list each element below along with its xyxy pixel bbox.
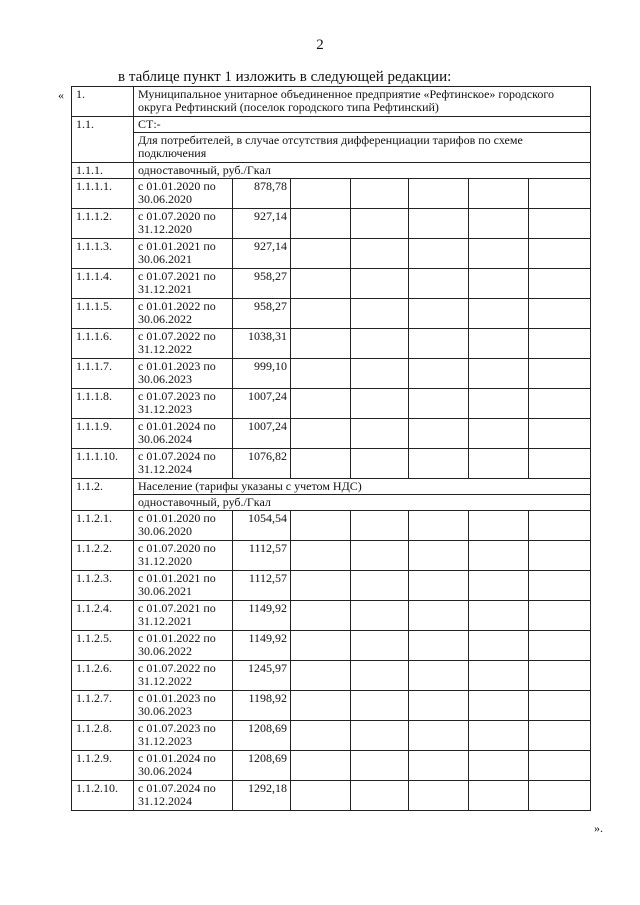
org-name: Муниципальное унитарное объединенное предприятие «Рефтинское» городского округа Рефтинский (поселок городского типа Рефтинский) bbox=[134, 87, 591, 117]
empty-cell bbox=[469, 541, 529, 571]
row-period: с 01.01.2020 по 30.06.2020 bbox=[134, 511, 233, 541]
empty-cell bbox=[409, 449, 469, 479]
empty-cell bbox=[529, 601, 591, 631]
row-value: 1245,97 bbox=[233, 661, 291, 691]
row-code: 1.1.1.4. bbox=[72, 269, 134, 299]
empty-cell bbox=[291, 571, 351, 601]
empty-cell bbox=[469, 721, 529, 751]
empty-cell bbox=[291, 601, 351, 631]
row-code: 1.1.2.7. bbox=[72, 691, 134, 721]
empty-cell bbox=[409, 419, 469, 449]
empty-cell bbox=[351, 239, 409, 269]
empty-cell bbox=[469, 571, 529, 601]
group-1-label: одноставочный, руб./Гкал bbox=[134, 163, 591, 179]
empty-cell bbox=[469, 691, 529, 721]
row-value: 958,27 bbox=[233, 299, 291, 329]
row-value: 1038,31 bbox=[233, 329, 291, 359]
page-number: 2 bbox=[316, 37, 324, 53]
row-code: 1.1.1.9. bbox=[72, 419, 134, 449]
consumers-row bbox=[72, 133, 591, 163]
empty-cell bbox=[291, 179, 351, 209]
empty-cell bbox=[291, 269, 351, 299]
empty-cell bbox=[409, 751, 469, 781]
empty-cell bbox=[529, 269, 591, 299]
row-value: 958,27 bbox=[233, 269, 291, 299]
empty-cell bbox=[529, 751, 591, 781]
row-value: 1198,92 bbox=[233, 691, 291, 721]
empty-cell bbox=[291, 419, 351, 449]
row-code: 1.1.2.1. bbox=[72, 511, 134, 541]
empty-cell bbox=[529, 781, 591, 811]
empty-cell bbox=[291, 781, 351, 811]
table-row bbox=[72, 781, 591, 811]
table-row bbox=[72, 179, 591, 209]
empty-cell bbox=[529, 661, 591, 691]
empty-cell bbox=[469, 661, 529, 691]
section-1-code: 1.1. bbox=[72, 117, 134, 163]
empty-cell bbox=[469, 781, 529, 811]
empty-cell bbox=[469, 209, 529, 239]
empty-cell bbox=[469, 631, 529, 661]
table-row bbox=[72, 239, 591, 269]
empty-cell bbox=[291, 661, 351, 691]
table-row bbox=[72, 541, 591, 571]
row-period: с 01.01.2021 по 30.06.2021 bbox=[134, 571, 233, 601]
table-row bbox=[72, 359, 591, 389]
empty-cell bbox=[409, 781, 469, 811]
table-row bbox=[72, 209, 591, 239]
row-period: с 01.01.2023 по 30.06.2023 bbox=[134, 691, 233, 721]
table-row bbox=[72, 449, 591, 479]
empty-cell bbox=[409, 239, 469, 269]
row-value: 1054,54 bbox=[233, 511, 291, 541]
table-row bbox=[72, 571, 591, 601]
empty-cell bbox=[291, 239, 351, 269]
consumers-label: Для потребителей, в случае отсутствия дифференциации тарифов по схеме подключения bbox=[134, 133, 591, 163]
row-code: 1.1.2.8. bbox=[72, 721, 134, 751]
empty-cell bbox=[409, 511, 469, 541]
row-value: 1208,69 bbox=[233, 721, 291, 751]
empty-cell bbox=[291, 209, 351, 239]
empty-cell bbox=[409, 179, 469, 209]
table-row bbox=[72, 299, 591, 329]
empty-cell bbox=[409, 269, 469, 299]
empty-cell bbox=[409, 209, 469, 239]
empty-cell bbox=[351, 179, 409, 209]
row-period: с 01.07.2022 по 31.12.2022 bbox=[134, 329, 233, 359]
empty-cell bbox=[351, 329, 409, 359]
empty-cell bbox=[469, 751, 529, 781]
row-code: 1.1.1.8. bbox=[72, 389, 134, 419]
empty-cell bbox=[409, 299, 469, 329]
row-period: с 01.01.2024 по 30.06.2024 bbox=[134, 419, 233, 449]
empty-cell bbox=[469, 329, 529, 359]
section-2-sub-row bbox=[72, 495, 591, 511]
row-value: 878,78 bbox=[233, 179, 291, 209]
row-value: 1149,92 bbox=[233, 631, 291, 661]
row-code: 1.1.2.5. bbox=[72, 631, 134, 661]
empty-cell bbox=[469, 359, 529, 389]
row-code: 1.1.1.1. bbox=[72, 179, 134, 209]
row-period: с 01.01.2021 по 30.06.2021 bbox=[134, 239, 233, 269]
row-value: 1076,82 bbox=[233, 449, 291, 479]
empty-cell bbox=[409, 691, 469, 721]
empty-cell bbox=[409, 661, 469, 691]
row-code: 1.1.2.10. bbox=[72, 781, 134, 811]
empty-cell bbox=[291, 449, 351, 479]
empty-cell bbox=[529, 571, 591, 601]
table-row bbox=[72, 631, 591, 661]
table-row bbox=[72, 751, 591, 781]
empty-cell bbox=[529, 511, 591, 541]
group-1-row bbox=[72, 163, 591, 179]
empty-cell bbox=[529, 359, 591, 389]
empty-cell bbox=[351, 541, 409, 571]
row-period: с 01.07.2024 по 31.12.2024 bbox=[134, 449, 233, 479]
row-code: 1.1.2.3. bbox=[72, 571, 134, 601]
row-value: 1292,18 bbox=[233, 781, 291, 811]
row-code: 1.1.1.5. bbox=[72, 299, 134, 329]
table-row bbox=[72, 721, 591, 751]
empty-cell bbox=[409, 329, 469, 359]
empty-cell bbox=[351, 781, 409, 811]
empty-cell bbox=[351, 419, 409, 449]
section-2-sub-label: одноставочный, руб./Гкал bbox=[134, 495, 591, 511]
empty-cell bbox=[351, 209, 409, 239]
empty-cell bbox=[529, 721, 591, 751]
empty-cell bbox=[469, 299, 529, 329]
empty-cell bbox=[529, 179, 591, 209]
row-value: 1112,57 bbox=[233, 541, 291, 571]
row-value: 999,10 bbox=[233, 359, 291, 389]
empty-cell bbox=[529, 209, 591, 239]
row-value: 1007,24 bbox=[233, 389, 291, 419]
table-row bbox=[72, 601, 591, 631]
table-row bbox=[72, 269, 591, 299]
empty-cell bbox=[291, 299, 351, 329]
empty-cell bbox=[351, 601, 409, 631]
row-period: с 01.07.2020 по 31.12.2020 bbox=[134, 541, 233, 571]
row-value: 1149,92 bbox=[233, 601, 291, 631]
row-period: с 01.07.2021 по 31.12.2021 bbox=[134, 601, 233, 631]
opening-quote: « bbox=[58, 88, 64, 102]
section-2-code: 1.1.2. bbox=[72, 479, 134, 511]
empty-cell bbox=[291, 691, 351, 721]
row-period: с 01.07.2023 по 31.12.2023 bbox=[134, 721, 233, 751]
section-1-row bbox=[72, 117, 591, 133]
row-value: 927,14 bbox=[233, 239, 291, 269]
empty-cell bbox=[409, 601, 469, 631]
row-period: с 01.07.2021 по 31.12.2021 bbox=[134, 269, 233, 299]
empty-cell bbox=[469, 179, 529, 209]
row-code: 1.1.2.6. bbox=[72, 661, 134, 691]
empty-cell bbox=[291, 541, 351, 571]
table-row bbox=[72, 691, 591, 721]
empty-cell bbox=[351, 389, 409, 419]
table-row bbox=[72, 389, 591, 419]
empty-cell bbox=[409, 571, 469, 601]
table-row bbox=[72, 329, 591, 359]
row-code: 1.1.2.2. bbox=[72, 541, 134, 571]
empty-cell bbox=[351, 449, 409, 479]
empty-cell bbox=[529, 239, 591, 269]
empty-cell bbox=[409, 631, 469, 661]
empty-cell bbox=[351, 631, 409, 661]
empty-cell bbox=[529, 329, 591, 359]
empty-cell bbox=[291, 721, 351, 751]
row-code: 1.1.1.3. bbox=[72, 239, 134, 269]
row-period: с 01.01.2022 по 30.06.2022 bbox=[134, 299, 233, 329]
empty-cell bbox=[291, 751, 351, 781]
row-period: с 01.01.2024 по 30.06.2024 bbox=[134, 751, 233, 781]
row-code: 1.1.1.6. bbox=[72, 329, 134, 359]
row-value: 1007,24 bbox=[233, 419, 291, 449]
empty-cell bbox=[291, 511, 351, 541]
row-period: с 01.07.2022 по 31.12.2022 bbox=[134, 661, 233, 691]
row-period: с 01.01.2022 по 30.06.2022 bbox=[134, 631, 233, 661]
empty-cell bbox=[409, 359, 469, 389]
empty-cell bbox=[529, 299, 591, 329]
row-code: 1.1.2.9. bbox=[72, 751, 134, 781]
empty-cell bbox=[291, 329, 351, 359]
row-code: 1.1.1.2. bbox=[72, 209, 134, 239]
empty-cell bbox=[529, 541, 591, 571]
empty-cell bbox=[351, 571, 409, 601]
row-period: с 01.01.2020 по 30.06.2020 bbox=[134, 179, 233, 209]
org-code: 1. bbox=[72, 87, 134, 117]
closing-quote: ». bbox=[594, 821, 603, 835]
empty-cell bbox=[351, 691, 409, 721]
tariff-table bbox=[71, 86, 591, 811]
empty-cell bbox=[469, 601, 529, 631]
row-code: 1.1.2.4. bbox=[72, 601, 134, 631]
table-row bbox=[72, 419, 591, 449]
empty-cell bbox=[351, 721, 409, 751]
section-1-label: СТ:- bbox=[134, 117, 591, 133]
row-value: 927,14 bbox=[233, 209, 291, 239]
intro-text: в таблице пункт 1 изложить в следующей редакции: bbox=[118, 69, 452, 85]
row-code: 1.1.1.7. bbox=[72, 359, 134, 389]
empty-cell bbox=[469, 449, 529, 479]
row-value: 1208,69 bbox=[233, 751, 291, 781]
empty-cell bbox=[409, 389, 469, 419]
empty-cell bbox=[469, 419, 529, 449]
section-2-row bbox=[72, 479, 591, 495]
empty-cell bbox=[529, 419, 591, 449]
empty-cell bbox=[529, 389, 591, 419]
empty-cell bbox=[469, 389, 529, 419]
empty-cell bbox=[351, 299, 409, 329]
empty-cell bbox=[469, 239, 529, 269]
empty-cell bbox=[291, 389, 351, 419]
empty-cell bbox=[529, 631, 591, 661]
row-period: с 01.07.2023 по 31.12.2023 bbox=[134, 389, 233, 419]
table-row bbox=[72, 661, 591, 691]
empty-cell bbox=[529, 449, 591, 479]
row-period: с 01.07.2024 по 31.12.2024 bbox=[134, 781, 233, 811]
empty-cell bbox=[351, 359, 409, 389]
empty-cell bbox=[291, 631, 351, 661]
empty-cell bbox=[351, 751, 409, 781]
empty-cell bbox=[351, 511, 409, 541]
row-period: с 01.01.2023 по 30.06.2023 bbox=[134, 359, 233, 389]
org-row bbox=[72, 87, 591, 117]
row-period: с 01.07.2020 по 31.12.2020 bbox=[134, 209, 233, 239]
empty-cell bbox=[409, 541, 469, 571]
empty-cell bbox=[469, 511, 529, 541]
table-row bbox=[72, 511, 591, 541]
row-value: 1112,57 bbox=[233, 571, 291, 601]
section-2-label: Население (тарифы указаны с учетом НДС) bbox=[134, 479, 591, 495]
group-1-code: 1.1.1. bbox=[72, 163, 134, 179]
empty-cell bbox=[469, 269, 529, 299]
empty-cell bbox=[351, 269, 409, 299]
empty-cell bbox=[291, 359, 351, 389]
empty-cell bbox=[529, 691, 591, 721]
empty-cell bbox=[409, 721, 469, 751]
empty-cell bbox=[351, 661, 409, 691]
row-code: 1.1.1.10. bbox=[72, 449, 134, 479]
